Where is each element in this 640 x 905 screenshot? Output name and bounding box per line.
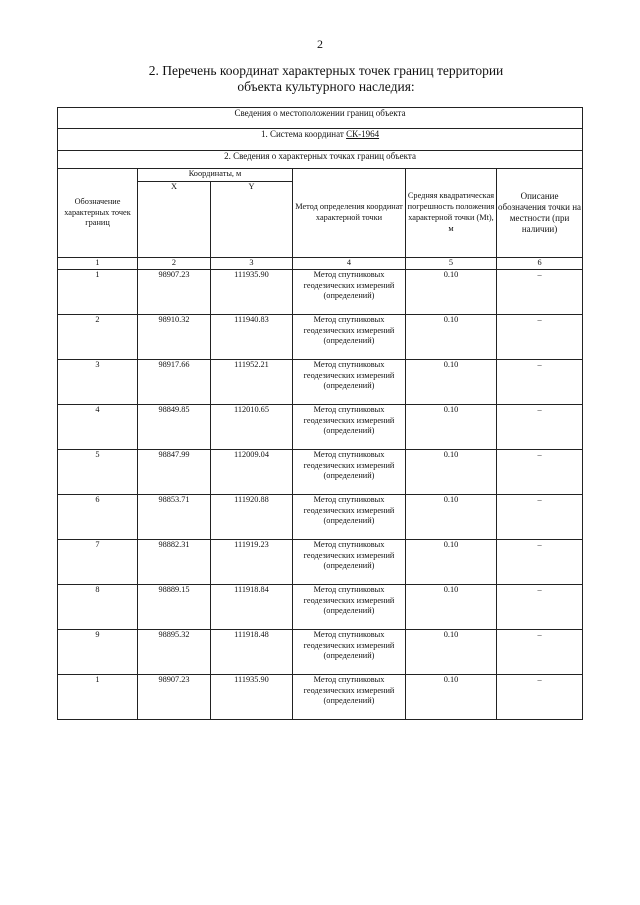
table-row xyxy=(58,404,583,449)
cell-description: – xyxy=(497,359,583,404)
cell-method: Метод спутниковых геодезических измерений (определений) xyxy=(293,449,406,494)
cell-description: – xyxy=(497,629,583,674)
table-row xyxy=(58,674,583,719)
col-header-x: X xyxy=(138,182,211,258)
page-title xyxy=(0,63,640,95)
cell-error: 0.10 xyxy=(406,629,497,674)
cell-method: Метод спутниковых геодезических измерений (определений) xyxy=(293,359,406,404)
cell-y: 111940.83 xyxy=(211,314,293,359)
cell-description: – xyxy=(497,404,583,449)
cell-x: 98895.32 xyxy=(138,629,211,674)
col-header-method: Метод определения координат характерной точки xyxy=(293,169,406,258)
cell-method: Метод спутниковых геодезических измерений (определений) xyxy=(293,674,406,719)
cell-point: 3 xyxy=(58,359,138,404)
cell-y: 111919.23 xyxy=(211,539,293,584)
coordinate-system-row xyxy=(58,129,583,151)
col-header-y: Y xyxy=(211,182,293,258)
coordinate-system-value: СК-1964 xyxy=(346,129,380,139)
cell-point: 7 xyxy=(58,539,138,584)
cell-error: 0.10 xyxy=(406,269,497,314)
column-number: 2 xyxy=(138,258,211,270)
col-header-error: Средняя квадратическая погрешность положения характерной точки (Mt), м xyxy=(406,169,497,258)
table-row xyxy=(58,539,583,584)
column-number: 3 xyxy=(211,258,293,270)
table-body xyxy=(58,269,583,719)
cell-description: – xyxy=(497,269,583,314)
cell-point: 4 xyxy=(58,404,138,449)
cell-point: 2 xyxy=(58,314,138,359)
cell-point: 8 xyxy=(58,584,138,629)
cell-x: 98847.99 xyxy=(138,449,211,494)
cell-y: 112010.65 xyxy=(211,404,293,449)
cell-point: 1 xyxy=(58,674,138,719)
title-line-2: объекта культурного наследия: xyxy=(237,79,415,94)
cell-x: 98889.15 xyxy=(138,584,211,629)
cell-x: 98910.32 xyxy=(138,314,211,359)
table-row xyxy=(58,314,583,359)
cell-error: 0.10 xyxy=(406,674,497,719)
col-header-point: Обозначение характерных точек границ xyxy=(58,169,138,258)
table-row xyxy=(58,359,583,404)
cell-y: 111935.90 xyxy=(211,674,293,719)
column-numbers-row xyxy=(58,258,583,270)
cell-error: 0.10 xyxy=(406,494,497,539)
cell-method: Метод спутниковых геодезических измерений (определений) xyxy=(293,314,406,359)
cell-point: 6 xyxy=(58,494,138,539)
cell-point: 1 xyxy=(58,269,138,314)
cell-error: 0.10 xyxy=(406,539,497,584)
cell-y: 111918.48 xyxy=(211,629,293,674)
cell-point: 5 xyxy=(58,449,138,494)
table-row xyxy=(58,494,583,539)
cell-x: 98853.71 xyxy=(138,494,211,539)
page-number: 2 xyxy=(317,37,323,51)
cell-description: – xyxy=(497,539,583,584)
cell-method: Метод спутниковых геодезических измерений (определений) xyxy=(293,584,406,629)
cell-y: 111952.21 xyxy=(211,359,293,404)
cell-method: Метод спутниковых геодезических измерений (определений) xyxy=(293,539,406,584)
cell-y: 111920.88 xyxy=(211,494,293,539)
cell-x: 98907.23 xyxy=(138,269,211,314)
title-line-1: 2. Перечень координат характерных точек границ территории xyxy=(148,63,504,78)
cell-point: 9 xyxy=(58,629,138,674)
cell-error: 0.10 xyxy=(406,404,497,449)
column-number: 5 xyxy=(406,258,497,270)
table-row xyxy=(58,584,583,629)
cell-y: 111935.90 xyxy=(211,269,293,314)
col-header-coordinates: Координаты, м xyxy=(138,169,293,182)
cell-x: 98882.31 xyxy=(138,539,211,584)
column-number: 4 xyxy=(293,258,406,270)
cell-error: 0.10 xyxy=(406,584,497,629)
cell-error: 0.10 xyxy=(406,314,497,359)
cell-description: – xyxy=(497,314,583,359)
column-number: 6 xyxy=(497,258,583,270)
location-info-header: Сведения о местоположении границ объекта xyxy=(58,108,583,129)
cell-description: – xyxy=(497,674,583,719)
cell-description: – xyxy=(497,494,583,539)
table-row xyxy=(58,629,583,674)
cell-x: 98907.23 xyxy=(138,674,211,719)
cell-method: Метод спутниковых геодезических измерений (определений) xyxy=(293,404,406,449)
points-info-header: 2. Сведения о характерных точках границ объекта xyxy=(58,151,583,169)
cell-y: 112009.04 xyxy=(211,449,293,494)
coordinates-table xyxy=(57,107,583,720)
cell-method: Метод спутниковых геодезических измерений (определений) xyxy=(293,269,406,314)
cell-y: 111918.84 xyxy=(211,584,293,629)
cell-method: Метод спутниковых геодезических измерений (определений) xyxy=(293,629,406,674)
cell-description: – xyxy=(497,584,583,629)
cell-x: 98917.66 xyxy=(138,359,211,404)
cell-description: – xyxy=(497,449,583,494)
cell-method: Метод спутниковых геодезических измерений (определений) xyxy=(293,494,406,539)
table-row xyxy=(58,269,583,314)
cell-error: 0.10 xyxy=(406,449,497,494)
cell-x: 98849.85 xyxy=(138,404,211,449)
table-row xyxy=(58,449,583,494)
cell-error: 0.10 xyxy=(406,359,497,404)
col-header-description: Описание обозначения точки на местности (при наличии) xyxy=(497,169,583,258)
coordinate-system-label: 1. Система координат xyxy=(260,129,347,139)
column-number: 1 xyxy=(58,258,138,270)
